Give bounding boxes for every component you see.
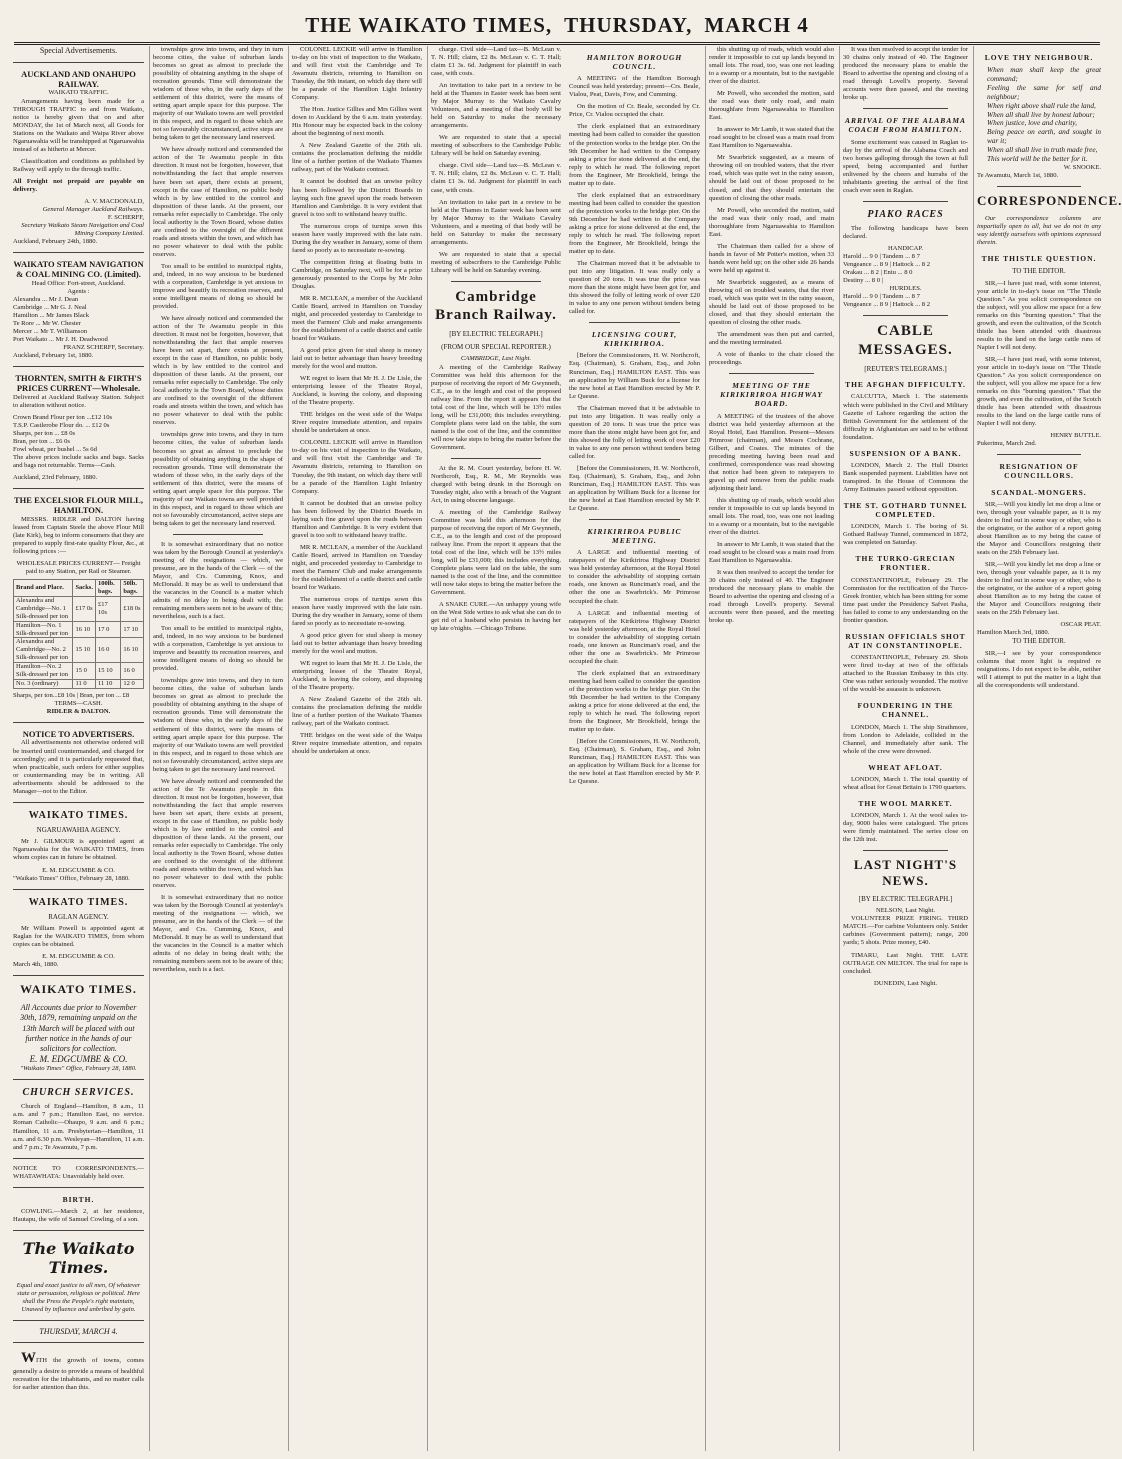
editorial-p3-repeat: Too small to be entitled to municipal rights, and, indeed, in no way anxious to be burdened with a corporation, Cambridge is yet anxious to improve and beautify its recreation reserves, and some intelligent means of doing so should be provided. <box>153 625 283 673</box>
cambridge-sub2: (FROM OUR SPECIAL REPORTER.) <box>441 342 551 351</box>
hb-p1: A MEETING of the Hamilton Borough Council was held yesterday; present—Crs. Beale, Vialou, Peat, Davis, Fow, and Cumming. <box>569 75 700 99</box>
lic-body-repeat: [Before the Commissioners, H. W. Northcroft, Esq. (Chairman), S. Graham, Esq., and John Runciman, Esq.] HAMILTON EAST. This was an application by William Buck for a license for the new hotel at East Hamilton erected by Mr P. Le Quesne. <box>569 464 700 512</box>
thornton-ad-note: The above prices include sacks and bags. Sacks and bags not returnable. Terms—Cash. <box>13 454 144 470</box>
table-header: 50lb. bags. <box>121 580 144 597</box>
poem-line: Being peace on earth, and sought in war it; <box>987 127 1101 146</box>
lic-title: LICENSING COURT, KIRIKIRIROA. <box>591 330 678 349</box>
court-civil-repeat: charge. Civil side—Land tax—B. McLean v. T. N. Hill; claim, £2 8s. McLean v. C. T. Hall; claim £1 3s. 6d. Judgment for plaintiff in each case, with costs. <box>431 162 561 194</box>
final-letter: SIR,—I see by your correspondence columns that more light is required re resignations. I do not expect to be able, neither will I attempt to put the matter in a light that all the correspondents will understand. <box>977 649 1101 689</box>
table-cell: 11 0 <box>73 680 96 689</box>
scandal-sig: OSCAR PEAT. <box>1060 621 1101 629</box>
piako-hurdles: HURDLES. <box>889 285 922 293</box>
poem-place: Te Awamutu, March 1st, 1880. <box>977 171 1059 179</box>
railway-ad <box>13 69 144 246</box>
table-cell: 17 10 <box>121 621 144 638</box>
wool-body: LONDON, March 1. At the wool sales to-day, 9000 bales were catalogued. The prices were firmly maintained. The series close on the 12th inst. <box>843 811 968 844</box>
thornton-line-0: Crown Brand Flour per ton ...£12 10s <box>13 413 113 421</box>
thornton-line-4: Fowl wheat, per bushel ... 5s 6d <box>13 445 97 453</box>
scandal-title: SCANDAL-MONGERS. <box>991 487 1087 497</box>
excelsior-price-table <box>13 579 144 689</box>
thornton-ad-title: THORNTEN, SMITH & FIRTH'S PRICES CURRENT—Wholesale. <box>15 373 142 394</box>
table-cell: £17 10s <box>95 596 120 621</box>
masthead-date: MARCH 4 <box>704 12 809 37</box>
local-delisle-repeat: WE regret to learn that Mr H. J. De Lisle, the enterprising lessee of the Theatre Royal, Auckland, is leaving the colony, and disposing of the Theatre property. <box>292 660 422 692</box>
correspondents-notice: NOTICE TO CORRESPONDENTS.—WHATAWHATA: Unavoidably held over. <box>13 1164 144 1180</box>
poem <box>987 66 1101 164</box>
cambridge-body-repeat: A meeting of the Cambridge Railway Committee was held this afternoon for the purpose of receiving the report of Mr Gwynneth, C.E., as to the length and cost of the proposed railway line. From the report it appears that the total cost of the line, which will be 13½ miles long, will be £31,000; this includes everything. Complete plans were laid on the table, the sum named is the cost of the line, and the committee will now take steps to bring the matter before the Government. <box>431 509 561 597</box>
railway-ad-body2: Classification and conditions as published by Railway will apply to the through traffic. <box>13 157 144 173</box>
poem-line: When right above shall rule the land, <box>987 100 1096 110</box>
pub-body-repeat: A LARGE and influential meeting of ratepayers of the Kirikiriroa Highway District was held yesterday afternoon, at the Royal Hotel to consider the advisability of stopping certain roads, one known as Runciman's road, and the other the one as Swarbrick's. Mr Primrose occupied the chair. <box>569 609 700 665</box>
alabama-body: Some excitement was caused in Raglan to-day by the arrival of the Alabama Coach and two horses galloping through the town at full speed, being accompanied and further enlivened by the cheers and hurrahs of the inhabitants greeting the arrival of the first coach ever seen in Raglan. <box>843 138 968 194</box>
hb-p3-repeat2: The clerk explained that an extraordinary meeting had been called to consider the question of the protection works to the bridge pier. On the 9th December he had written to the Company asking a price for stone delivered at the end, the reply to which he read. The following report from the Engineer, Mr Brookfield, brings the matter up to date. <box>569 669 700 733</box>
table-cell: 16 0 <box>121 663 144 680</box>
rd-p4-repeat: Mr Swarbrick suggested, as a means of throwing oil on troubled waters, that the river road, which was quite wet in the rainy season, should be laid out of those proposed to be closed, and that they should entertain the question of closing the other roads. <box>709 278 834 326</box>
excelsior-ad <box>13 495 144 716</box>
editorial-p2: We have already noticed and commended the action of the Te Awamutu people in this direction. It must not be forgotten, however, that notwithstanding the fact that ample reserves have been set apart, there exists at present, except in the case of Hamilton, no public body which is by law entitled to the control and disposition of these lands. At the present, our remarks refer especially to Cambridge. The only local authority is the Town Board, whose duties are confined to the oversight of the different roads and streets within the town, and which has no power whatever to deal with the public reserves. <box>153 146 283 258</box>
foundering-title: FOUNDERING IN THE CHANNEL. <box>857 701 954 720</box>
table-cell: No. 3 (ordinary) <box>14 680 73 689</box>
lic-body-repeat2: [Before the Commissioners, H. W. Northcroft, Esq. (Chairman), S. Graham, Esq., and John Runciman, Esq.] HAMILTON EAST. This was an application by William Buck for a license for the new hotel at East Hamilton erected by Mr P. Le Quesne. <box>569 738 700 786</box>
russian-body: CONSTANTINOPLE, February 29. Shots were fired to-day at two of the officials attached to the Russian Embassy in this city. One was rather seriously wounded. The motive of the would-be assassin is unknown. <box>843 654 968 694</box>
excelsior-ad-sub: WHOLESALE PRICES CURRENT— Freight paid to any Station, per Rail or Steamer. <box>16 559 141 575</box>
table-cell: £17 0s <box>73 596 96 621</box>
excelsior-terms: TERMS—CASH. <box>54 700 103 708</box>
cambridge-sub: [BY ELECTRIC TELEGRAPH.] <box>449 330 543 339</box>
local-turnips: The numerous crops of turnips sown this season have vastly improved with the late rain. During the dry weather in January, some of them fared so poorly as to necessitate re-sowing. <box>292 222 422 254</box>
scandal-body-repeat: SIR,—Will you kindly let me drop a line or two, through your valuable paper, as it is my desire to find out in some way or other, who is the originator, or the author of a report going about Hamilton as to my being the cause of the Mayor and Councillors resigning their seats on the 25th February last. <box>977 560 1101 617</box>
court-civil: charge. Civil side—Land tax—B. McLean v. T. N. Hill; claim, £2 8s. McLean v. C. T. Hall; claim £1 3s. 6d. Judgment for plaintiff in each case, with costs. <box>431 46 561 78</box>
notice-advertisers <box>13 729 144 796</box>
masthead <box>14 8 1100 45</box>
hack-line-1: Vengeance ... 8 9 | Hattock ... 8 2 <box>843 261 931 269</box>
rd-p2-repeat: Mr Powell, who seconded the motion, said the road was their only road, and main thoroughfare from Ngaruawahia to Hamilton East. <box>709 206 834 238</box>
hb-p4: The Chairman moved that it be advisable to put into any litigation. It was really only a question of 20 tons. It was true the price was more than the stone might have been got for, and this showed the folly of letting work of over £20 in value to any one person without tenders being called for. <box>569 259 700 316</box>
masthead-day: THURSDAY, <box>564 12 693 37</box>
raglan-title: WAIKATO TIMES. <box>28 896 129 908</box>
accounts-title: WAIKATO TIMES. <box>20 982 137 997</box>
steam-agent-3: Te Rore ... Mr W. Chester <box>13 319 81 327</box>
poem-sig: W. SNOOKE. <box>1063 163 1101 171</box>
rd-p6: The Chairman then called for a show of hands in favor of Mr Potter's motion, when 33 hands were held up; on the other side 26 hands were held up against it. <box>709 242 834 274</box>
foundering-body: LONDON, March 1. The ship Strathmore, from London to Adelaide, collided in the Channel, and immediately after sank. The whole of the crew were drowned. <box>843 723 968 755</box>
gothard-title: THE ST. GOTHARD TUNNEL COMPLETED. <box>843 500 968 520</box>
rd-p1: this shutting up of roads, which would also render it impossible to cut up lands beyond in small lots. The road, too, was one not leading to a swamp or a mountain, but to the navigable river of the district. <box>709 46 834 86</box>
birth-body: COWLING.—March 2, at her residence, Hautapu, the wife of Samuel Cowling, of a son. <box>13 1207 144 1223</box>
table-header: 100lb. bags. <box>95 580 120 597</box>
steam-ad <box>13 259 144 360</box>
table-cell: 15 10 <box>73 638 96 663</box>
railway-ad-body3: All Freight not prepaid are payable on delivery. <box>13 177 144 193</box>
rd-p1-repeat: this shutting up of roads, which would also render it impossible to cut up lands beyond in small lots. The road, too, was one not leading to a swamp or a mountain, but to the navigable river of the district. <box>709 496 834 536</box>
afghan-title: THE AFGHAN DIFFICULTY. <box>845 380 966 390</box>
local-bridges-repeat: THE bridges on the west side of the Waipa River require immediate attention, and repairs should be undertaken at once. <box>292 732 422 756</box>
steam-agent-1: Cambridge ... Mr G. J. Neal <box>13 303 87 311</box>
table-row <box>14 596 144 621</box>
pub-body: A LARGE and influential meeting of ratepayers of the Kirikiriroa Highway District was held yesterday afternoon, at the Royal Hotel to consider the advisability of stopping certain roads, one known as Runciman's road, and the other the one as Swarbrick's. Mr Primrose occupied the chair. <box>569 549 700 605</box>
resignation-title: RESIGNATION OF COUNCILLORS. <box>999 462 1079 481</box>
table-cell: 16 10 <box>121 638 144 663</box>
accounts-body: All Accounts due prior to November 30th, 1879, remaining unpaid on the 13th March will be placed with out further notice in the hands of our solicitors for collection. <box>20 1003 137 1053</box>
hb-p2: On the motion of Cr. Beale, seconded by Cr. Price, Cr. Vialou occupied the chair. <box>569 103 700 119</box>
rd-p2: Mr Powell, who seconded the motion, said the road was their only road, and main thoroughfare from Ngaruawahia to Hamilton East. <box>709 90 834 122</box>
editorial-opening: WITH the growth of towns, comes generally a desire to provide a means of healthful recreation for the inhabitants, and no matter calls for earlier attention than this. <box>13 1350 144 1391</box>
railway-ad-body: Arrangements having been made for a THROUGH TRAFFIC to and from Waikato, notice is hereby given that on and after MONDAY, the 1st of March next, all Goods for Stations on the Waikato and Waipa River above Ngaruawahia will be transhipped at Ngaruawahia instead of as hitherto at Mercer. <box>13 97 144 153</box>
steam-ad-agents-label: Agents : <box>67 287 90 295</box>
nelson-body: VOLUNTEER PRIZE FIRING. THIRD MATCH.—For carbine Volunteers only. Snider carbines (Government pattern); range, 200 yards; 5 shots. Prize money, £40. <box>843 915 968 947</box>
excelsior-sig: RIDLER & DALTON. <box>46 708 111 716</box>
grecian-title: THE TURKO-GRECIAN FRONTIER. <box>855 554 956 573</box>
local-turnips-repeat: The numerous crops of turnips sown this season have vastly improved with the late rain. During the dry weather in January, some of them fared so poorly as to necessitate re-sowing. <box>292 595 422 628</box>
ngaruawahia-sub: NGARUAWAHIA AGENCY. <box>36 825 121 834</box>
thistle-sig: HENRY BUTTLE. <box>1050 432 1101 440</box>
poem-line: When justice, love and charity, <box>987 118 1077 128</box>
table-cell: Hamilton—No. 2 Silk-dressed per ton <box>14 663 73 680</box>
thistle-title: THE THISTLE QUESTION. <box>981 253 1097 263</box>
accounts-place: "Waikato Times" Office, February 28, 1880. <box>20 1065 137 1073</box>
hack-line-0: Harold ... 9 0 | Tandem ... 8 7 <box>843 253 920 260</box>
snake-cure: A SNAKE CURE.—An unhappy young wife on the West Side writes to ask what she can do to get rid of a husband who persists in having her up late o'nights. —Chicago Tribune. <box>431 601 561 633</box>
table-row <box>14 621 144 638</box>
steam-ad-title: WAIKATO STEAM NAVIGATION & COAL MINING CO. (Limited). <box>13 259 144 280</box>
excelsior-ad-title: THE EXCELSIOR FLOUR MILL, HAMILTON. <box>14 495 143 516</box>
table-cell: 11 10 <box>95 680 120 689</box>
thistle-body-repeat: SIR,—I have just read, with some interest, your article in to-day's issue on "The Thistle Question." As you solicit correspondence on the subject, will you allow me space for a few remarks on this "burning question." That the growth, and even the cultivation, of the Scotch thistle has been attended with disastrous results to the land on the large cattle runs of Napier I will not deny. <box>977 355 1101 428</box>
column-2 <box>149 46 286 1451</box>
editorial-p2-repeat: We have already noticed and commended the action of the Te Awamutu people in this direction. It must not be forgotten, however, that notwithstanding the fact that ample reserves have been set apart, there exists at present, except in the case of Hamilton, no public body which is by law entitled to the control and disposition of these lands. At the present, our remarks refer especially to Cambridge. The only local authority is the Town Board, whose duties are confined to the oversight of the different roads and streets within the town, and which has no power whatever to deal with the public reserves. <box>153 315 283 427</box>
local-mclean-repeat: MR R. MCLEAN, a member of the Auckland Cattle Board, arrived in Hamilton on Tuesday night, and proceeded yesterday to Cambridge to meet the Farmers' Club and make arrangements for the establishment of a cattle district and cattle board for Waikato. <box>292 543 422 591</box>
khb-title: MEETING OF THE KIRIKIRIROA HIGHWAY BOARD. <box>720 381 823 409</box>
correspondence-title: CORRESPONDENCE. <box>977 193 1122 208</box>
rd-p8-top: It was then resolved to accept the tender for 30 chains only instead of 40. The Engineer produced the necessary plans to enable the Board to advertise the opening and closing of a road through Lovell's property. Several accounts were then passed, and the meeting broke up. <box>843 46 968 102</box>
ngaruawahia-sig: E. M. EDGCUMBE & CO. <box>42 866 115 874</box>
masthead-paper: THE WAIKATO TIMES, <box>305 12 553 37</box>
table-cell: 12 0 <box>121 680 144 689</box>
scandal-date: Hamilton March 3rd, 1880. <box>977 629 1050 637</box>
excelsior-sharps: Sharps, per ton...£8 10s | Bran, per ton ... £8 <box>13 692 130 700</box>
waikato-times-masthead: The Waikato Times. <box>22 1238 135 1278</box>
local-gravel: It cannot be doubted that an unwise policy has been followed by the District Boards in laying such fine gravel upon the roads between Hamilton and Cambridge. It is very evident that gravel is too soft to withstand heavy traffic. <box>292 178 422 218</box>
rd-p3: In answer to Mr Lamb, it was stated that the road sought to be closed was a main road from East Hamilton to Ngaruawahia. <box>709 126 834 150</box>
wool-title: THE WOOL MARKET. <box>858 798 953 808</box>
local-firing: The competition firing at floating butts in Cambridge, on Saturday next, will be for a prize generously presented to the Corps by Mr John Douglas. <box>292 258 422 290</box>
thornton-ad-date: Auckland, 23rd February, 1880. <box>13 474 98 482</box>
wheat-body: LONDON, March 1. The total quantity of wheat afloat for Great Britain is 1790 quarters. <box>843 775 968 791</box>
column-5 <box>566 46 703 1451</box>
russian-title: RUSSIAN OFFICIALS SHOT AT IN CONSTANTINOPLE. <box>845 631 966 650</box>
correspondence-note: Our correspondence columns are impartially open to all, but we do not in any way identify ourselves with opinions expressed therein. <box>977 214 1101 246</box>
reuter-sub: [REUTER'S TELEGRAMS.] <box>864 364 947 373</box>
lastnight-sub: [BY ELECTRIC TELEGRAPH.] <box>858 894 953 903</box>
piako-title: PIAKO RACES <box>867 208 944 220</box>
local-gravel-repeat: It cannot be doubted that an unwise policy has been followed by the District Boards in laying such fine gravel upon the roads between Hamilton and Cambridge. It is very evident that gravel is too soft to withstand heavy traffic. <box>292 499 422 539</box>
hb-p3: The clerk explained that an extraordinary meeting had been called to consider the question of the protection works to the bridge pier. On the 9th December he had written to the Company asking a price for stone delivered at the end, the reply to which he read. The following report from the Engineer, Mr Brookfield, brings the matter up to date. <box>569 123 700 187</box>
hb-p4-repeat: The Chairman moved that it be advisable to put into any litigation. It was really only a question of 20 tons. It was true the price was more than the stone might have been got for, and this showed the folly of letting work of over £20 in value to any one person without tenders being called for. <box>569 404 700 460</box>
lic-body: [Before the Commissioners, H. W. Northcroft, Esq. (Chairman), S. Graham, Esq., and John Runciman, Esq.] HAMILTON EAST. This was an application by William Buck for a license for the new hotel at East Hamilton erected by Mr P. Le Quesne. <box>569 352 700 400</box>
rd-p5: The amendment was then put and carried, and the meeting terminated. <box>709 331 834 347</box>
raglan-sig: E. M. EDGCUMBE & CO. <box>42 953 115 961</box>
date-line: THURSDAY, MARCH 4. <box>39 1326 118 1336</box>
thornton-ad-body: Delivered at Auckland Railway Station. Subject to alteration without notice. <box>13 393 144 409</box>
accounts-notice <box>13 982 144 1073</box>
table-cell: 15 0 <box>73 663 96 680</box>
railway-ad-title: AUCKLAND AND ONAHUPO RAILWAY. <box>21 68 136 90</box>
raglan-date: March 4th, 1880. <box>13 961 59 969</box>
poem-line: When all shall live by honest labour; <box>987 109 1095 119</box>
suspension-title: SUSPENSION OF A BANK. <box>849 448 962 458</box>
birth-title: BIRTH. <box>62 1194 95 1204</box>
table-row <box>14 680 144 689</box>
editorial-p1: townships grow into towns, and they in turn become cities, the value of suburban lands becomes so great as almost to preclude the possibility of obtaining anything in the shape of recreation grounds. Time will demonstrate the wisdom of those who, in the early days of the settlement of this district, were the means of setting apart ample space for this purpose. The majority of our Waikato towns are well provided in this respect, and in regard to those which are not so favourably circumstanced, active steps are being taken to get the necessary land reserved. <box>153 46 283 142</box>
raglan-sub: RAGLAN AGENCY. <box>48 912 109 921</box>
piako-body: The following handicaps have been declared. <box>843 224 968 240</box>
editorial-p4-repeat: It is somewhat extraordinary that no notice was taken by the Borough Council at yesterday's meeting of the resignations — which, we presume, are in the hands of the Clerk — of the Mayor, and Crs. Cumming, Knox, and McDonald. It may be as well to understand that the vacancies in the Council is a matter which admits of no delay in being dealt with; the remaining members seem not to be aware of this; nevertheless, such is a fact. <box>153 894 284 974</box>
table-cell: 17 0 <box>95 621 120 638</box>
special-ads-heading: Special Advertisements. <box>39 46 118 55</box>
table-cell: 16 10 <box>73 621 96 638</box>
alabama-title: ARRIVAL OF THE ALABAMA COACH FROM HAMILTON. <box>845 116 966 135</box>
hack-line-1b: Vengeance ... 8 9 | Hattock ... 8 2 <box>843 301 931 309</box>
rd-p7: A vote of thanks to the chair closed the proceedings. <box>709 351 834 367</box>
library-meeting: We are requested to state that a special meeting of subscribers to the Cambridge Public Library will be held on Saturday evening. <box>431 134 561 158</box>
steam-ad-office: Head Office: Fort-street, Auckland. <box>31 279 126 287</box>
poem-line: When all shall live in truth made free, <box>987 145 1098 155</box>
ngaruawahia-place: "Waikato Times" Office, February 28, 1880. <box>13 874 130 882</box>
thornton-line-3: Bran, per ton ... £6 0s <box>13 437 70 445</box>
local-delisle: WE regret to learn that Mr H. J. De Lisle, the enterprising lessee of the Theatre Royal, Auckland, is leaving the colony, and disposing of the Theatre property. <box>292 375 422 407</box>
poem-line: Feeling the same for self and neighbour; <box>987 82 1101 101</box>
notice-body: All advertisements not otherwise ordered will be inserted until countermanded, and charged for accordingly; and it is particularly requested that, when practicable, such orders for either supplies or countermanding may be in writing. All advertisements should be addressed to the Manager—not to the Editor. <box>13 739 144 795</box>
ngaruawahia-title: WAIKATO TIMES. <box>28 809 129 821</box>
afghan-body: CALCUTTA, March 1. The statements which were published in the Civil and Military Gazette of Lahore regarding the action the British Government for the settlement of the difficulty in Afghanistan are said to be without foundation. <box>843 393 968 441</box>
table-cell: Alexandra and Cambridge—No. 2 Silk-dressed per ton <box>14 638 73 663</box>
column-6 <box>705 46 837 1451</box>
steam-agent-5: Port Waikato ... Mr J. H. Deadwood <box>13 335 108 343</box>
local-mclean: MR R. MCLEAN, a member of the Auckland Cattle Board, arrived in Hamilton on Tuesday night, and proceeded yesterday to Cambridge to meet the Farmers' Club and make arrangements for the establishment of a cattle district and cattle board for Waikato. <box>292 294 422 343</box>
grecian-body: CONSTANTINOPLE, February 29. The Commission for the rectification of the Turco-Greek frontier, which has been sitting for some time past under the Presidency Safvet Pasha, has failed to come to any understanding on the frontier question. <box>843 576 968 624</box>
local-leckie: COLONEL LECKIE will arrive in Hamilton to-day on his visit of inspection to the Waikato, and will first visit the Cambridge and Te Awamutu districts, returning to Hamilton on Tuesday, the 9th instant, on which day there will be a parade of the Hamilton Light Infantry Company. <box>292 46 422 102</box>
steam-agent-2: Hamilton ... Mr James Black <box>13 311 89 319</box>
suspension-body: LONDON, March 2. The Hull District Bank suspended payment. Liabilities have not transpired. In the House of Commons the Army Estimates passed without opposition. <box>843 461 968 493</box>
wheat-title: WHEAT AFLOAT. <box>868 762 943 772</box>
railway-ad-date: Auckland, February 24th, 1880. <box>13 238 98 245</box>
thistle-date: Pukerimu, March 2nd. <box>977 440 1037 448</box>
love-title: LOVE THY NEIGHBOUR. <box>984 53 1094 62</box>
railway-ad-sig1: A. V. MACDONALD, <box>84 197 144 205</box>
poem-line: This world will be the better for it. <box>987 154 1088 164</box>
local-leckie-repeat: COLONEL LECKIE will arrive in Hamilton to-day on his visit of inspection to the Waikato, and will first visit the Cambridge and Te Awamutu districts, returning to Hamilton on Tuesday, the 9th instant, on which day there will be a parade of the Hamilton Light Infantry Company. <box>292 439 422 495</box>
steam-agent-4: Mercer ... Mr T. Williamson <box>13 327 88 335</box>
table-cell: £18 0s <box>121 596 144 621</box>
waikato-times-motto: Equal and exact justice to all men, Of whatever state or persuasion, religious or political. Here shall the Press the People's right maintain, Unawed by influence and unbribed by gain. <box>16 1281 141 1313</box>
cambridge-dateline: CAMBRIDGE, Last Night. <box>460 355 532 363</box>
accounts-sig: E. M. EDGCUMBE & CO. <box>29 1054 128 1065</box>
table-cell: 15 10 <box>95 663 120 680</box>
church-body: Church of England—Hamilton, 8 a.m., 11 a.m. and 7 p.m.; Hamilton East, no service. Roman Catholic—Ohaupo, 9 a.m. and 6 p.m.; Hamilton, 11 a.m. Presbyterian—Hamilton, 11 a.m. and 6.30 p.m. Wesleyan—Hamilton, 11 a.m. and 7 p.m.; Te Awamutu, 7 p.m. <box>13 1103 144 1151</box>
hb-p3-repeat: The clerk explained that an extraordinary meeting had been called to consider the question of the protection works to the bridge pier. On the 9th December he had written to the Company asking a price for stone delivered at the end, the reply to which he read. The following report from the Engineer, Mr Brookfield, brings the matter up to date. <box>569 191 700 255</box>
table-header: Brand and Place. <box>14 580 73 597</box>
review-repeat: An invitation to take part in a review to be held at the Thames in Easter week has been sent by Major Murray to the Waikato Cavalry Volunteers, and a meeting of that body will be held on Saturday to make the necessary arrangements. <box>431 198 561 246</box>
cable-title: CABLE MESSAGES. <box>858 323 953 358</box>
rd-p8: It was then resolved to accept the tender for 30 chains only instead of 40. The Engineer produced the necessary plans to enable the Board to advertise the opening and closing of a road through Lovell's property. Several accounts were then passed, and the meeting broke up. <box>709 569 834 625</box>
notice-title: NOTICE TO ADVERTISERS. <box>22 729 135 740</box>
table-row <box>14 638 144 663</box>
railway-ad-sig2-title: Secretary Waikato Steam Navigation and Coal Mining Company Limited. <box>21 221 144 237</box>
library-repeat: We are requested to state that a special meeting of subscribers to the Cambridge Public Library will be held on Saturday evening. <box>431 250 561 274</box>
steam-ad-date: Auckland, February 1st, 1880. <box>13 352 94 360</box>
hack-line-0b: Harold ... 9 0 | Tandem ... 8 7 <box>843 293 920 301</box>
dunedin: DUNEDIN, Last Night. <box>874 979 937 987</box>
thistle-to: TO THE EDITOR. <box>1012 267 1066 276</box>
piako-handicap: HANDICAP. <box>888 244 923 252</box>
hack-line-2: Orakau ... 8 2 | Eniu ... 8 0 <box>843 269 913 277</box>
column-7 <box>839 46 971 1451</box>
editorial-p3: Too small to be entitled to municipal rights, and, indeed, in no way anxious to be burdened with a corporation, Cambridge is yet anxious to improve and beautify its recreation reserves, and some intelligent means of doing so should be provided. <box>153 262 283 310</box>
railway-ad-subtitle: WAIKATO TRAFFIC. <box>48 89 109 97</box>
khb-body: A MEETING of the trustees of the above district was held yesterday afternoon at the Royal Hotel, East Hamilton. Present—Messrs Primrose (chairman), and Messrs Cochrane, Gilbert, and Coates. The minutes of the preceding meeting having been read and confirmed, correspondence was read showing that notice had been given to ratepayers to gravel up and remove from the public roads adjoining their land. <box>709 412 834 492</box>
railway-ad-sig1-title: General Manager Auckland Railways. <box>42 205 144 213</box>
railway-ad-sig2: F. SCHERFF, <box>107 213 144 221</box>
to-editor-2: TO THE EDITOR. <box>1012 637 1066 646</box>
scandal-body: SIR,—Will you kindly let me drop a line or two, through your valuable paper, as it is my desire to find out in some way or other, who is the originator, or the author of a report going about Hamilton as to my being the cause of the Mayor and Councillors resigning their seats on the 25th February last. <box>977 500 1101 556</box>
local-sheep: A good price given for stud sheep is money laid out to better advantage than heavy breeding merely for the wool and mutton. <box>292 347 422 371</box>
local-gazette-repeat: A New Zealand Gazette of the 26th ult. contains the proclamation defining the middle line of a further portion of the Waikato Thames railway, part of the Waikato contract. <box>292 696 422 728</box>
steam-ad-sig: FRANZ SCHERFF, Secretary. <box>63 344 144 351</box>
cambridge-body2: At the R. M. Court yesterday, before H. W. Northcroft, Esq., R. M., Mr Reynolds was charged with being drunk in the Borough on Tuesday night, also with a breach of the Vagrant Act, in using obscene language. <box>431 464 561 504</box>
gothard-body: LONDON, March 1. The boring of St. Gothard Railway Tunnel, commenced in 1872, was completed on Saturday. <box>843 523 968 547</box>
editorial-p4: It is somewhat extraordinary that no notice was taken by the Borough Council at yesterday's meeting of the resignations — which, we presume, are in the hands of the Clerk — of the Mayor, and Crs. Cumming, Knox, and McDonald. It may be as well to understand that the vacancies in the Council is a matter which admits of no delay in being dealt with; the remaining members seem not to be aware of this; nevertheless, such is a fact. <box>153 540 284 621</box>
cambridge-body: A meeting of the Cambridge Railway Committee was held this afternoon for the purpose of receiving the report of Mr Gwynneth, C.E., as to the length and cost of the proposed railway line. From the report it appears that the total cost of the line, which will be 13½ miles long, will be £31,000; this includes everything. Complete plans were laid on the table, the sum named is the cost of the line, and the committee will now take steps to bring the matter before the Government. <box>431 363 561 451</box>
local-gazette: A New Zealand Gazette of the 26th ult. contains the proclamation defining the middle line of a further portion of the Waikato Thames railway, part of the Waikato contract. <box>292 142 422 174</box>
hack-line-3: Destiny ... 8 0 | <box>843 277 883 285</box>
column-8 <box>973 46 1122 1451</box>
ngaruawahia-body: Mr J. GILMOUR is appointed agent at Ngaruawahia for the WAIKATO TIMES, from whom copies can in future be obtained. <box>13 838 144 862</box>
cambridge-heading: Cambridge Branch Railway. <box>435 288 557 324</box>
pub-title: KIRIKIRIROA PUBLIC MEETING. <box>587 527 682 546</box>
column-1 <box>10 46 147 1451</box>
column-4 <box>427 46 564 1451</box>
excelsior-ad-body: MESSRS. RIDLER and DALTON having leased from Captain Steele the above Flour Mill (late Kirk), beg to inform consumers that they are prepared to supply first-rate quality Flour, &c., at following prices :— <box>13 515 144 555</box>
thistle-body: SIR,—I have just read, with some interest, your article in to-day's issue on "The Thistle Question." As you solicit correspondence on the subject, will you allow me space for a few remarks on this "burning question." That the growth, and even the cultivation, of the Scotch thistle has been attended with disastrous results to the land on the large cattle runs of Napier I will not deny. <box>977 279 1101 351</box>
column-3 <box>288 46 425 1451</box>
poem-line: When man shall keep the great command; <box>987 65 1101 84</box>
table-cell: 16 0 <box>95 638 120 663</box>
hb-title: HAMILTON BOROUGH COUNCIL. <box>586 53 683 72</box>
rd-p3-repeat: In answer to Mr Lamb, it was stated that the road sought to be closed was a main road from East Hamilton to Ngaruawahia. <box>709 541 834 565</box>
table-header: Sacks. <box>73 580 96 597</box>
local-bridges: THE bridges on the west side of the Waipa River require immediate attention, and repairs should be undertaken at once. <box>292 411 422 435</box>
editorial-p2-repeat2: We have already noticed and commended the action of the Te Awamutu people in this direction. It must not be forgotten, however, that notwithstanding the fact that ample reserves have been set apart, there exists at present, except in the case of Hamilton, no public body which is by law entitled to the control and disposition of these lands. At the present, our remarks refer especially to Cambridge. The only local authority is the Town Board, whose duties are confined to the oversight of the different roads and streets within the town, and which has no power whatever to deal with the public reserves. <box>153 777 283 890</box>
raglan-body: Mr William Powell is appointed agent at Raglan for the WAIKATO TIMES, from whom copies can be obtained. <box>13 925 144 949</box>
thornton-line-2: Sharps, per ton ... £8 0s <box>13 429 76 437</box>
review-invitation: An invitation to take part in a review to be held at the Thames in Easter week has been sent by Major Murray to the Waikato Cavalry Volunteers, and a meeting of that body will be held on Saturday to make the necessary arrangements. <box>431 82 561 130</box>
church-title: CHURCH SERVICES. <box>22 1087 135 1099</box>
timaru: TIMARU, Last Night. THE LATE OUTRAGE ON MILTON. The trial for rape is concluded. <box>843 951 968 975</box>
ngaruawahia-agency <box>13 810 144 883</box>
lastnight-title: LAST NIGHT'S NEWS. <box>853 857 958 888</box>
table-cell: Hamilton—No. 1 Silk-dressed per ton <box>14 621 73 638</box>
steam-agent-0: Alexandra ... Mr J. Dean <box>13 295 79 303</box>
nelson-dateline: NELSON, Last Night. <box>876 907 935 915</box>
local-sheep-repeat: A good price given for stud sheep is money laid out to better advantage than heavy breeding merely for the wool and mutton. <box>292 632 422 656</box>
editorial-p1-repeat: townships grow into towns, and they in turn become cities, the value of suburban lands becomes so great as almost to preclude the possibility of obtaining anything in the shape of recreation grounds. Time will demonstrate the wisdom of those who, in the early days of the settlement of this district, were the means of setting apart ample space for this purpose. The majority of our Waikato towns are well provided in this respect, and in regard to those which are not so favourably circumstanced, active steps are being taken to get the necessary land reserved. <box>153 431 283 527</box>
thornton-line-1: T.S.P. Castlerobe Flour do. ... £12 0s <box>13 421 110 429</box>
raglan-agency <box>13 897 144 970</box>
editorial-p1-repeat2: townships grow into towns, and they in turn become cities, the value of suburban lands becomes so great as almost to preclude the possibility of obtaining anything in the shape of recreation grounds. Time will demonstrate the wisdom of those who, in the early days of the settlement of this district, were the means of setting apart ample space for this purpose. The majority of our Waikato towns are well provided in this respect, and in regard to those which are not so favourably circumstanced, active steps are being taken to get the necessary land reserved. <box>153 677 283 773</box>
rd-p4: Mr Swarbrick suggested, as a means of throwing oil on troubled waters, that the river road, which was quite wet in the rainy season, should be laid out of those proposed to be closed, and that they should entertain the question of closing the other roads. <box>709 154 834 202</box>
table-cell: Alexandra and Cambridge—No. 1 Silk-dressed per ton <box>14 596 73 621</box>
table-row <box>14 663 144 680</box>
local-gillies: The Hon. Justice Gillies and Mrs Gillies went down to Auckland by the 6 a.m. train yesterday. His Honour may be expected back in the colony about the beginning of next month. <box>292 106 422 138</box>
thornton-ad <box>13 373 144 482</box>
